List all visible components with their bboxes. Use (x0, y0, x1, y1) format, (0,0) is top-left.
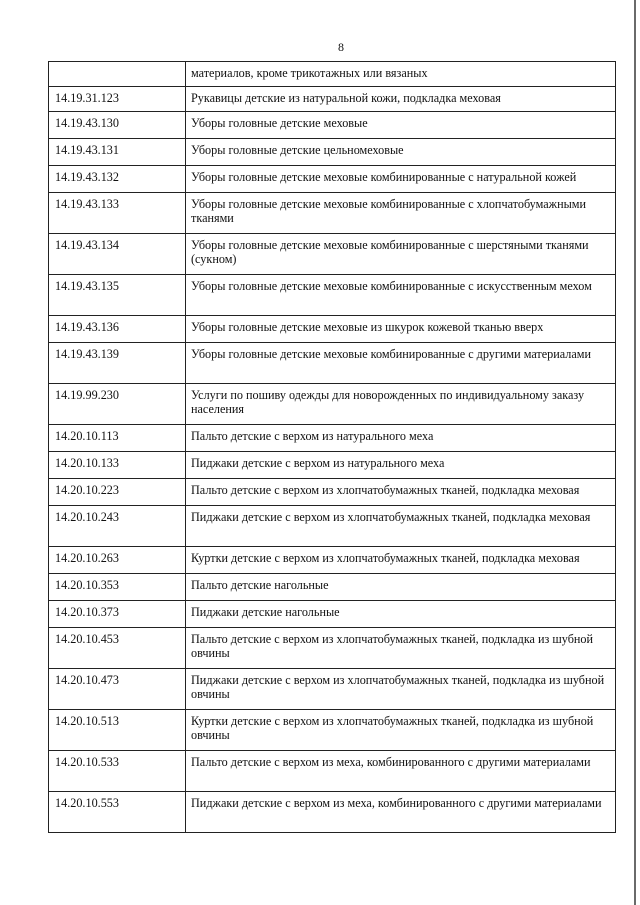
okpd-code-cell: 14.20.10.263 (49, 547, 186, 574)
okpd-code-cell: 14.19.31.123 (49, 87, 186, 112)
product-description-cell: Куртки детские с верхом из хлопчатобумажных тканей, подкладка меховая (186, 547, 616, 574)
table-row (49, 751, 616, 792)
okpd-code-cell: 14.19.43.130 (49, 112, 186, 139)
classification-table (48, 61, 616, 833)
product-description-cell: Уборы головные детские цельномеховые (186, 139, 616, 166)
okpd-code-cell: 14.19.43.139 (49, 343, 186, 384)
product-description-cell: Пальто детские с верхом из хлопчатобумажных тканей, подкладка меховая (186, 479, 616, 506)
table-row (49, 601, 616, 628)
table-row (49, 547, 616, 574)
product-description-cell: Уборы головные детские меховые комбинированные с шерстяными тканями (сукном) (186, 234, 616, 275)
table-row (49, 628, 616, 669)
table-body (49, 62, 616, 833)
product-description-cell: Пиджаки детские с верхом из хлопчатобумажных тканей, подкладка из шубной овчины (186, 669, 616, 710)
okpd-code-cell: 14.20.10.243 (49, 506, 186, 547)
okpd-code-cell: 14.20.10.513 (49, 710, 186, 751)
okpd-code-cell (49, 62, 186, 87)
okpd-code-cell: 14.19.43.135 (49, 275, 186, 316)
table-row (49, 479, 616, 506)
product-description-cell: Пиджаки детские с верхом из хлопчатобумажных тканей, подкладка меховая (186, 506, 616, 547)
product-description-cell: Пальто детские с верхом из натурального меха (186, 425, 616, 452)
okpd-code-cell: 14.20.10.473 (49, 669, 186, 710)
product-description-cell: Уборы головные детские меховые из шкурок кожевой тканью вверх (186, 316, 616, 343)
table-row (49, 384, 616, 425)
okpd-code-cell: 14.20.10.223 (49, 479, 186, 506)
okpd-code-cell: 14.19.43.132 (49, 166, 186, 193)
table-row (49, 166, 616, 193)
product-description-cell: Уборы головные детские меховые комбинированные с другими материалами (186, 343, 616, 384)
table-row (49, 792, 616, 833)
okpd-code-cell: 14.19.43.136 (49, 316, 186, 343)
table-row (49, 710, 616, 751)
product-description-cell: Уборы головные детские меховые комбинированные с натуральной кожей (186, 166, 616, 193)
product-description-cell: Пиджаки детские с верхом из меха, комбинированного с другими материалами (186, 792, 616, 833)
product-description-cell: Уборы головные детские меховые комбинированные с хлопчатобумажными тканями (186, 193, 616, 234)
table-row (49, 574, 616, 601)
product-description-cell: Услуги по пошиву одежды для новорожденных по индивидуальному заказу населения (186, 384, 616, 425)
okpd-code-cell: 14.20.10.553 (49, 792, 186, 833)
page-number: 8 (338, 40, 344, 54)
okpd-code-cell: 14.20.10.453 (49, 628, 186, 669)
table-row (49, 112, 616, 139)
product-description-cell: Пиджаки детские нагольные (186, 601, 616, 628)
okpd-code-cell: 14.19.99.230 (49, 384, 186, 425)
product-description-cell: материалов, кроме трикотажных или вязаных (186, 62, 616, 87)
table-row (49, 234, 616, 275)
okpd-code-cell: 14.19.43.131 (49, 139, 186, 166)
okpd-code-cell: 14.20.10.133 (49, 452, 186, 479)
table-row (49, 87, 616, 112)
table-row (49, 275, 616, 316)
table-row (49, 452, 616, 479)
product-description-cell: Рукавицы детские из натуральной кожи, подкладка меховая (186, 87, 616, 112)
product-description-cell: Пальто детские нагольные (186, 574, 616, 601)
table-row (49, 62, 616, 87)
product-description-cell: Пиджаки детские с верхом из натурального меха (186, 452, 616, 479)
scan-edge-line (634, 0, 636, 905)
product-description-cell: Пальто детские с верхом из хлопчатобумажных тканей, подкладка из шубной овчины (186, 628, 616, 669)
table-row (49, 425, 616, 452)
product-description-cell: Пальто детские с верхом из меха, комбинированного с другими материалами (186, 751, 616, 792)
table-row (49, 506, 616, 547)
product-description-cell: Уборы головные детские меховые комбинированные с искусственным мехом (186, 275, 616, 316)
table-row (49, 343, 616, 384)
okpd-code-cell: 14.19.43.134 (49, 234, 186, 275)
okpd-code-cell: 14.20.10.353 (49, 574, 186, 601)
table-row (49, 669, 616, 710)
table-row (49, 316, 616, 343)
table-row (49, 193, 616, 234)
product-description-cell: Куртки детские с верхом из хлопчатобумажных тканей, подкладка из шубной овчины (186, 710, 616, 751)
okpd-code-cell: 14.20.10.373 (49, 601, 186, 628)
okpd-code-cell: 14.20.10.533 (49, 751, 186, 792)
okpd-code-cell: 14.20.10.113 (49, 425, 186, 452)
table-row (49, 139, 616, 166)
product-description-cell: Уборы головные детские меховые (186, 112, 616, 139)
okpd-code-cell: 14.19.43.133 (49, 193, 186, 234)
